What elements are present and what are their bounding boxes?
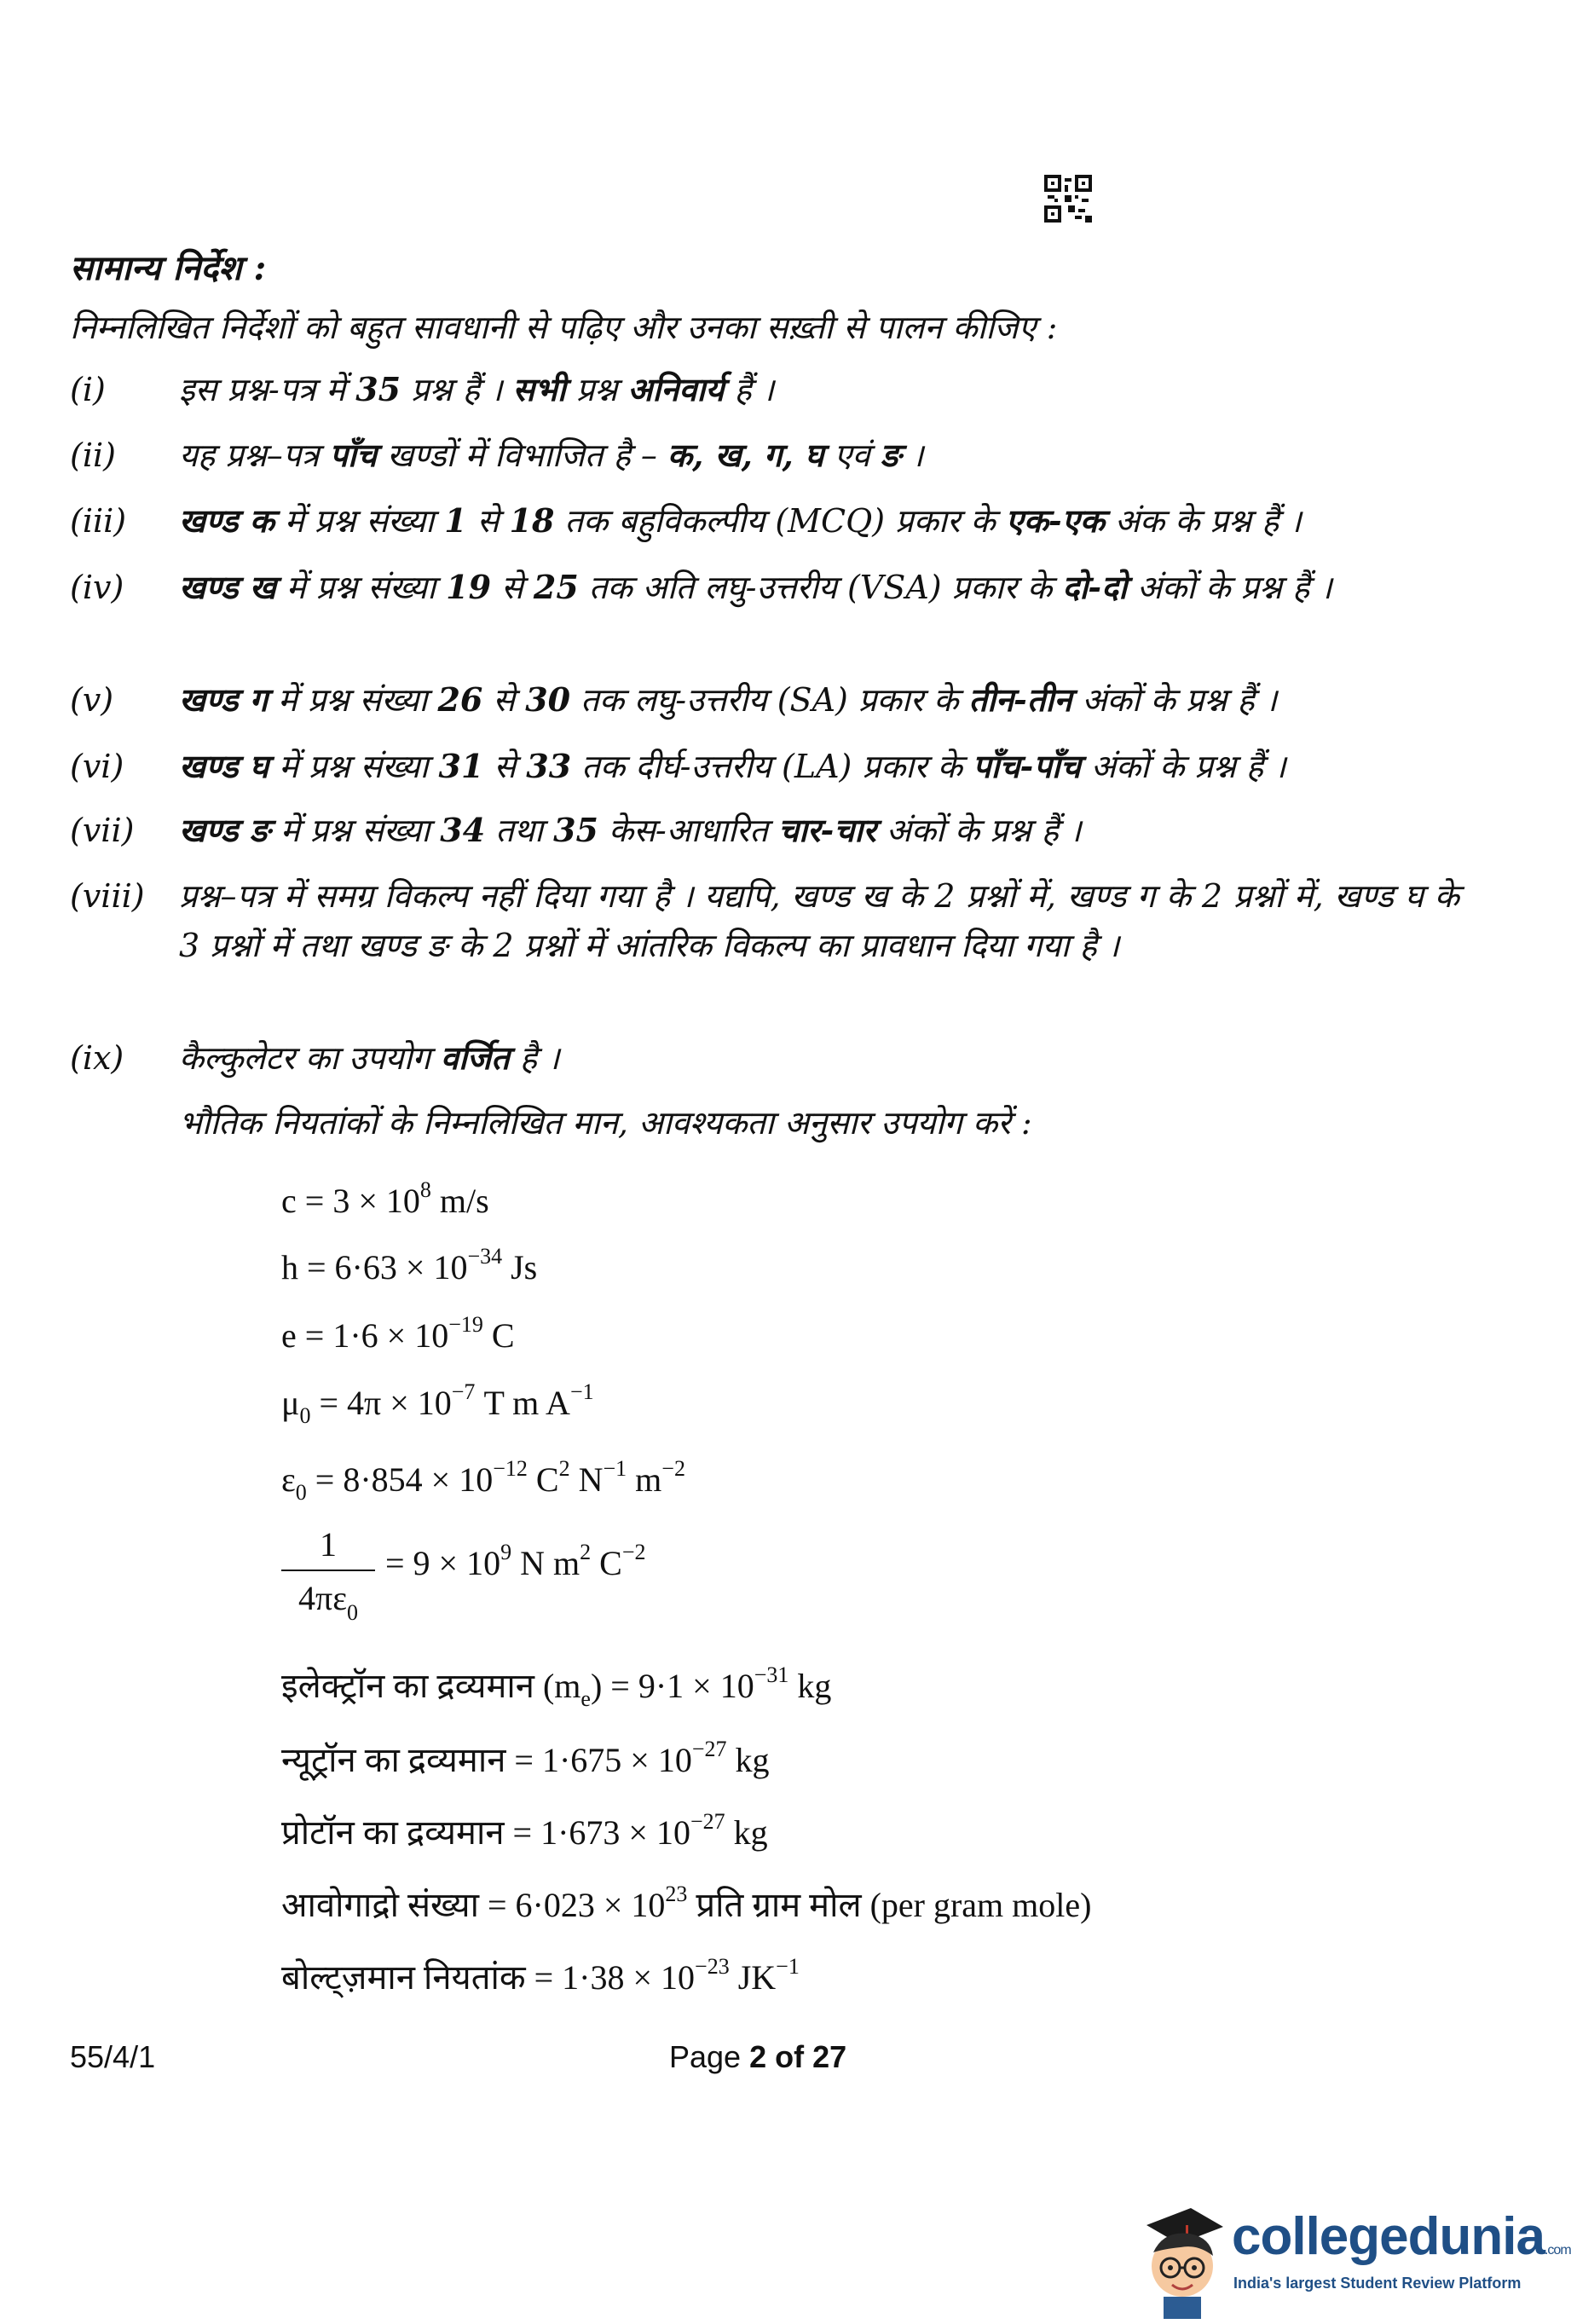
fraction-bar: [281, 1570, 375, 1571]
coulomb-constant-fraction: [281, 1524, 375, 1625]
constant-boltzmann: बोल्ट्ज़मान नियतांक = $1\cdot 38 \times 10^{-23}$ $JK^{-1}$: [281, 1954, 800, 1997]
instruction-number: (iii): [70, 502, 127, 540]
instruction-number: (vi): [70, 748, 124, 785]
general-instructions-heading: सामान्य निर्देश :: [70, 248, 267, 288]
fraction-denominator: $4\pi\varepsilon_0$: [298, 1579, 358, 1625]
page-number: Page 2 of 27: [669, 2039, 847, 2074]
instruction-text: कैल्कुलेटर का उपयोग वर्जित है ।: [179, 1038, 560, 1077]
paper-code: 55/4/1: [70, 2039, 156, 2074]
instruction-number: (vii): [70, 812, 135, 849]
constants-intro: भौतिक नियतांकों के निम्नलिखित मान, आवश्यकता अनुसार उपयोग करें :: [179, 1104, 1032, 1142]
instruction-text: इस प्रश्न-पत्र में 35 प्रश्न हैं । सभी प्रश्न अनिवार्य हैं ।: [179, 370, 775, 408]
instruction-text: प्रश्न–पत्र में समग्र विकल्प नहीं दिया गया है । यद्यपि, खण्ड ख के 2 प्रश्नों में, खण्ड ग के 2 प्रश्नों में, खण्ड घ के 3 प्रश्नों में तथा खण्ड ङ के 2 प्रश्नों में आंतरिक विकल्प का प्रावधान दिया गया है ।: [179, 877, 1459, 964]
constant-planck: $h = 6\cdot 63 \times 10^{-34}$ Js: [281, 1244, 538, 1286]
instruction-number: (iv): [70, 569, 124, 606]
constant-neutron-mass: न्यूट्रॉन का द्रव्यमान = $1\cdot 675 \times 10^{-27}$ kg: [281, 1737, 770, 1779]
constant-electron-charge: $e = 1\cdot 6 \times 10^{-19}$ C: [281, 1312, 515, 1355]
coulomb-constant-value: = $9 \times 10^9$ N $m^2$ $C^{-2}$: [385, 1540, 646, 1582]
constant-avogadro: आवोगाद्रो संख्या = $6\cdot 023 \times 10^{23}$ प्रति ग्राम मोल (per gram mole): [281, 1882, 1092, 1924]
constant-permeability: $\mu_0 = 4\pi \times 10^{-7}$ T m $A^{-1}$: [281, 1379, 594, 1428]
logo-wordmark: collegedunia.com: [1232, 2207, 1571, 2266]
qr-code-icon: [1044, 175, 1092, 223]
constant-speed-of-light: $c = 3 \times 10^8$ m/s: [281, 1177, 489, 1220]
instruction-number: (viii): [70, 877, 145, 915]
constant-permittivity: $\varepsilon_0 = 8\cdot 854 \times 10^{-12}$ $C^2$ $N^{-1}$ $m^{-2}$: [281, 1456, 685, 1505]
instruction-text: खण्ड ग में प्रश्न संख्या 26 से 30 तक लघु-उत्तरीय (SA) प्रकार के तीन-तीन अंकों के प्रश्न हैं ।: [179, 680, 1278, 719]
instruction-text: खण्ड क में प्रश्न संख्या 1 से 18 तक बहुविकल्पीय (MCQ) प्रकार के एक-एक अंक के प्रश्न हैं ।: [179, 501, 1302, 540]
mascot-icon: [1129, 2200, 1232, 2319]
collegedunia-logo: [1129, 2200, 1571, 2319]
logo-tagline: India's largest Student Review Platform: [1233, 2275, 1522, 2292]
instruction-text: खण्ड घ में प्रश्न संख्या 31 से 33 तक दीर्घ-उत्तरीय (LA) प्रकार के पाँच-पाँच अंकों के प्रश्न हैं ।: [179, 747, 1286, 785]
instructions-intro: निम्नलिखित निर्देशों को बहुत सावधानी से पढ़िए और उनका सख़्ती से पालन कीजिए :: [70, 309, 1058, 346]
constant-electron-mass: इलेक्ट्रॉन का द्रव्यमान $(m_e) = 9\cdot 1 \times 10^{-31}$ kg: [281, 1662, 832, 1711]
fraction-numerator: 1: [320, 1525, 337, 1564]
constant-proton-mass: प्रोटॉन का द्रव्यमान = $1\cdot 673 \times 10^{-27}$ kg: [281, 1809, 768, 1852]
instruction-number: (v): [70, 681, 114, 719]
instruction-number: (ix): [70, 1039, 124, 1077]
instruction-number: (i): [70, 371, 106, 408]
instruction-number: (ii): [70, 436, 116, 474]
instruction-text: खण्ड ख में प्रश्न संख्या 19 से 25 तक अति लघु-उत्तरीय (VSA) प्रकार के दो-दो अंकों के प्रश्न हैं ।: [179, 568, 1332, 606]
instruction-text: यह प्रश्न–पत्र पाँच खण्डों में विभाजित है – क, ख, ग, घ एवं ङ ।: [179, 436, 924, 474]
instruction-text: खण्ड ङ में प्रश्न संख्या 34 तथा 35 केस-आधारित चार-चार अंकों के प्रश्न हैं ।: [179, 811, 1082, 849]
